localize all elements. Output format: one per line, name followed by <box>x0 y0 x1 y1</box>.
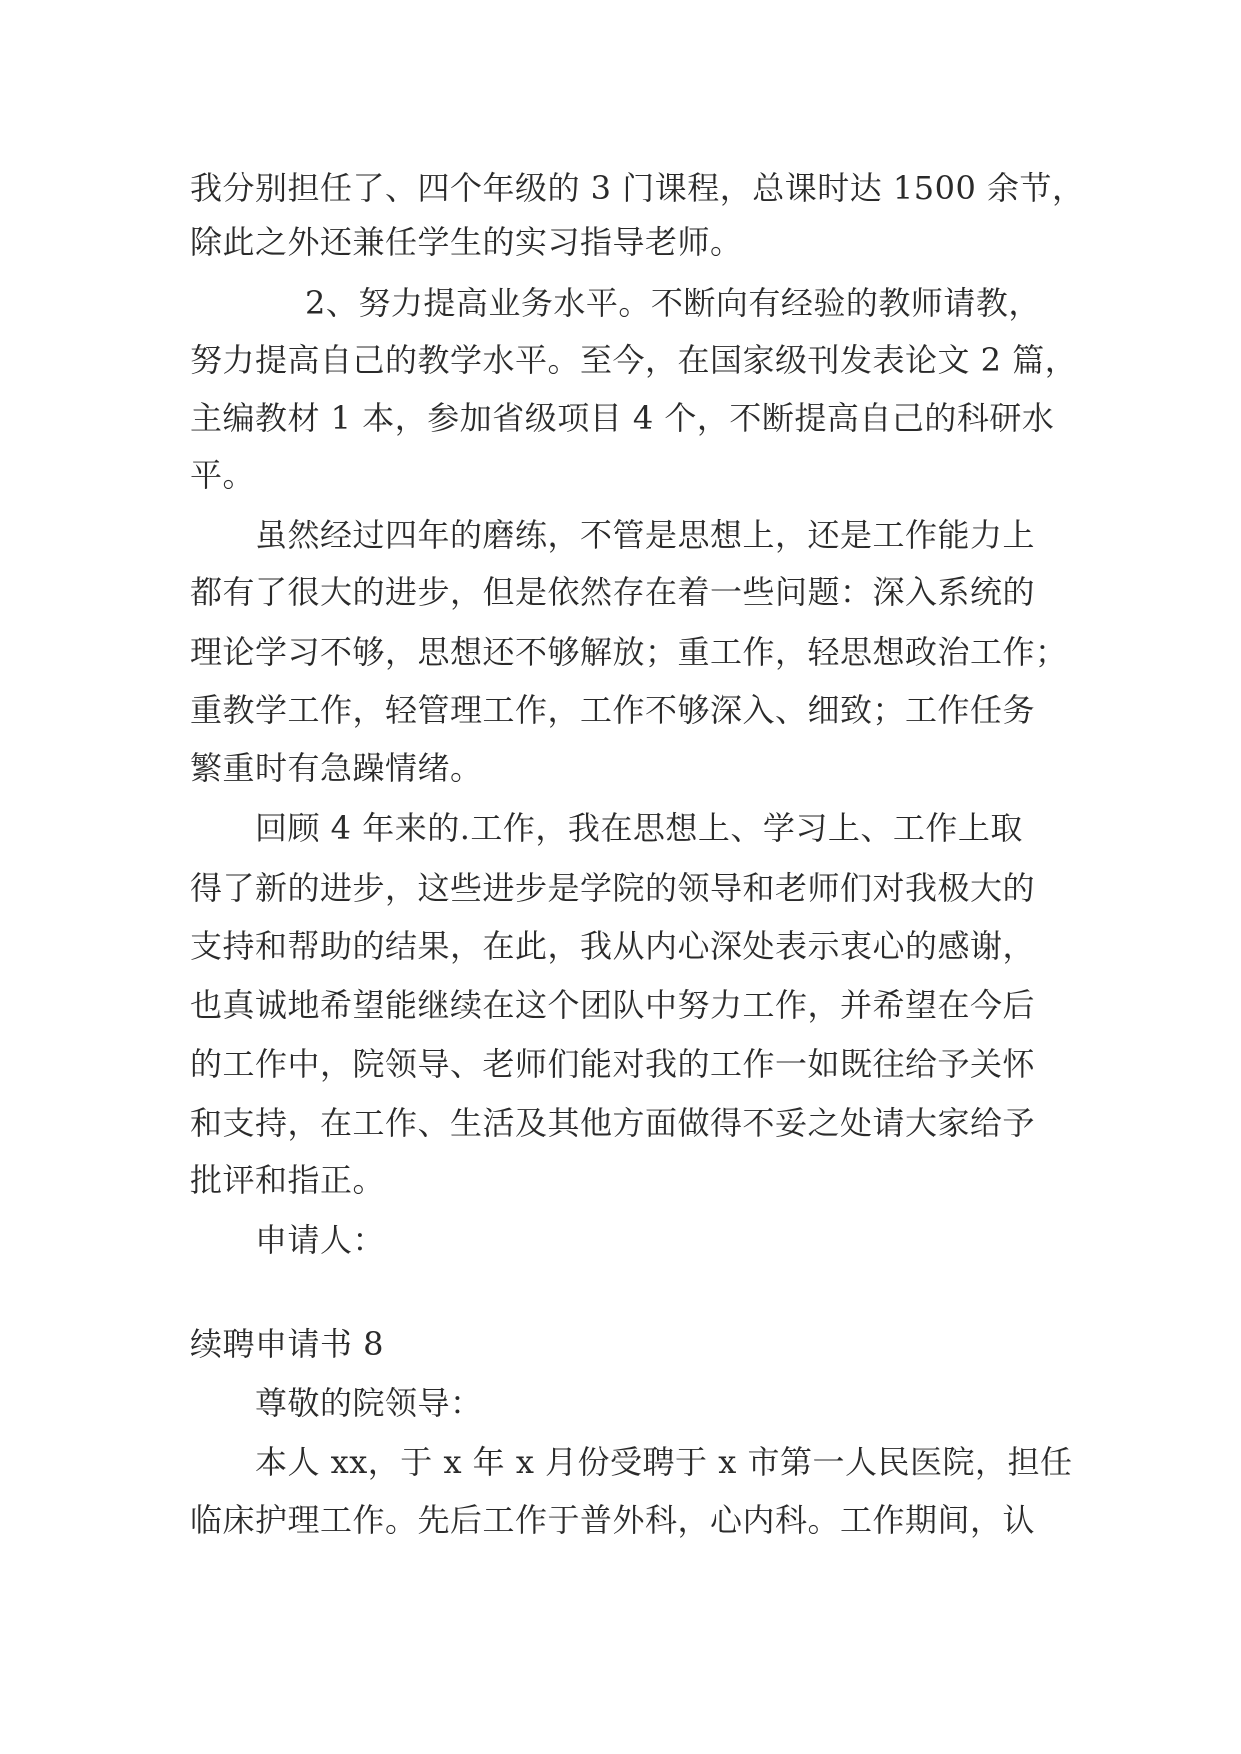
text-line-3: 2、努力提高业务水平。不断向有经验的教师请教， <box>240 284 1041 322</box>
text-line-9: 理论学习不够，思想还不够解放；重工作，轻思想政治工作； <box>190 633 1068 671</box>
text-line-2: 除此之外还兼任学生的实习指导老师。 <box>190 223 743 261</box>
text-line-11: 繁重时有急躁情绪。 <box>190 749 483 787</box>
text-line-4: 努力提高自己的教学水平。至今，在国家级刊发表论文 2 篇， <box>190 341 1078 379</box>
section-title: 续聘申请书 8 <box>190 1325 385 1363</box>
text-line-18: 批评和指正。 <box>190 1161 386 1199</box>
text-line-5: 主编教材 1 本，参加省级项目 4 个，不断提高自己的科研水 <box>190 399 1055 437</box>
text-line-1: 我分别担任了、四个年级的 3 门课程，总课时达 1500 余节， <box>190 169 1085 207</box>
text-line-17: 和支持，在工作、生活及其他方面做得不妥之处请大家给予 <box>190 1104 1036 1142</box>
text-line-10: 重教学工作，轻管理工作，工作不够深入、细致；工作任务 <box>190 691 1036 729</box>
signature-label: 申请人： <box>255 1221 386 1259</box>
text-line-6: 平。 <box>190 456 256 494</box>
text-line-15: 也真诚地希望能继续在这个团队中努力工作，并希望在今后 <box>190 986 1036 1024</box>
text-line-13: 得了新的进步，这些进步是学院的领导和老师们对我极大的 <box>190 869 1036 907</box>
text-line-8: 都有了很大的进步，但是依然存在着一些问题：深入系统的 <box>190 573 1036 611</box>
text-line-20: 临床护理工作。先后工作于普外科，心内科。工作期间，认 <box>190 1501 1036 1539</box>
text-line-16: 的工作中，院领导、老师们能对我的工作一如既往给予关怀 <box>190 1045 1036 1083</box>
text-line-7: 虽然经过四年的磨练，不管是思想上，还是工作能力上 <box>255 516 1036 554</box>
text-line-19: 本人 xx，于 x 年 x 月份受聘于 x 市第一人民医院，担任 <box>255 1443 1073 1481</box>
salutation: 尊敬的院领导： <box>255 1384 483 1422</box>
text-line-12: 回顾 4 年来的.工作，我在思想上、学习上、工作上取 <box>255 809 1023 847</box>
text-line-14: 支持和帮助的结果，在此，我从内心深处表示衷心的感谢， <box>190 927 1036 965</box>
